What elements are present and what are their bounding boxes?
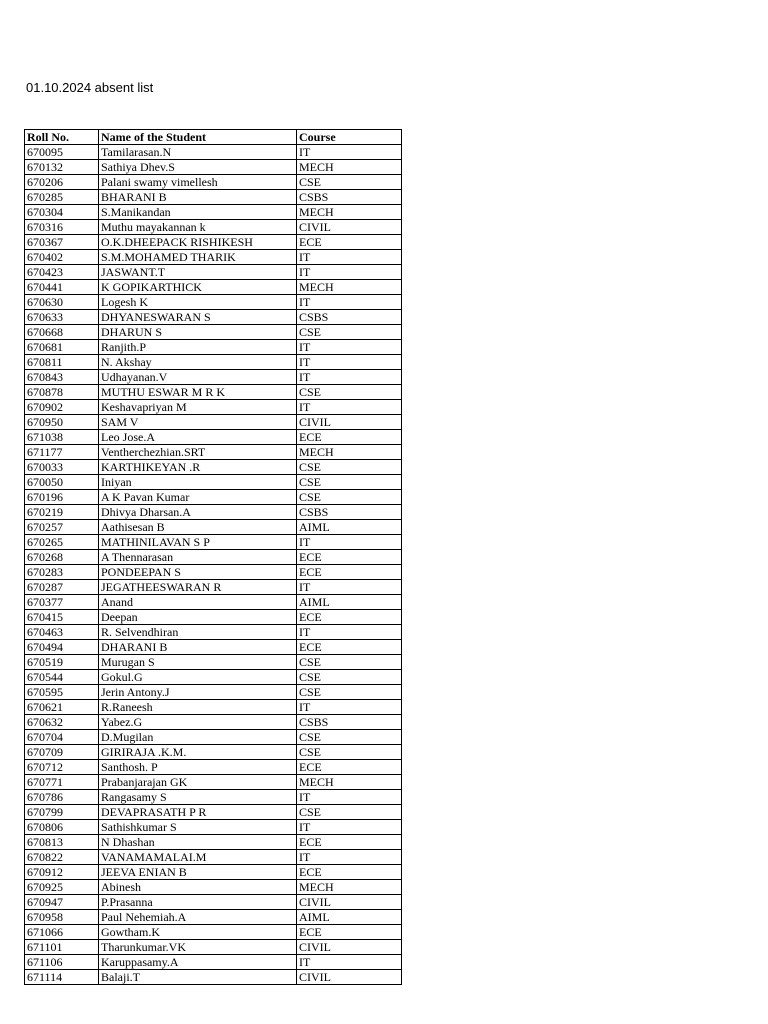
roll-no-cell: 670668 bbox=[25, 325, 99, 340]
course-cell: ECE bbox=[297, 835, 402, 850]
student-name-cell: DHARUN S bbox=[99, 325, 297, 340]
student-name-cell: S.Manikandan bbox=[99, 205, 297, 220]
table-row bbox=[25, 430, 402, 445]
roll-no-cell: 670377 bbox=[25, 595, 99, 610]
student-name-cell: S.M.MOHAMED THARIK bbox=[99, 250, 297, 265]
course-cell: IT bbox=[297, 580, 402, 595]
course-cell: ECE bbox=[297, 430, 402, 445]
student-name-cell: K GOPIKARTHICK bbox=[99, 280, 297, 295]
roll-no-cell: 670950 bbox=[25, 415, 99, 430]
course-cell: IT bbox=[297, 355, 402, 370]
student-name-cell: Ventherchezhian.SRT bbox=[99, 445, 297, 460]
student-name-cell: Rangasamy S bbox=[99, 790, 297, 805]
table-row bbox=[25, 400, 402, 415]
student-name-cell: GIRIRAJA .K.M. bbox=[99, 745, 297, 760]
student-name-cell: Yabez.G bbox=[99, 715, 297, 730]
roll-no-cell: 670771 bbox=[25, 775, 99, 790]
course-cell: AIML bbox=[297, 910, 402, 925]
table-row bbox=[25, 970, 402, 985]
course-cell: ECE bbox=[297, 925, 402, 940]
course-cell: CIVIL bbox=[297, 970, 402, 985]
student-name-cell: Tamilarasan.N bbox=[99, 145, 297, 160]
roll-no-cell: 670681 bbox=[25, 340, 99, 355]
course-cell: CSE bbox=[297, 460, 402, 475]
course-cell: CIVIL bbox=[297, 220, 402, 235]
student-name-cell: Logesh K bbox=[99, 295, 297, 310]
roll-no-cell: 670822 bbox=[25, 850, 99, 865]
student-name-cell: Iniyan bbox=[99, 475, 297, 490]
student-name-cell: JEGATHEESWARAN R bbox=[99, 580, 297, 595]
student-name-cell: MUTHU ESWAR M R K bbox=[99, 385, 297, 400]
roll-no-cell: 670304 bbox=[25, 205, 99, 220]
student-name-cell: MATHINILAVAN S P bbox=[99, 535, 297, 550]
student-name-cell: Tharunkumar.VK bbox=[99, 940, 297, 955]
course-cell: CSBS bbox=[297, 505, 402, 520]
table-row bbox=[25, 235, 402, 250]
header-roll-no: Roll No. bbox=[25, 130, 99, 145]
roll-no-cell: 670283 bbox=[25, 565, 99, 580]
roll-no-cell: 670206 bbox=[25, 175, 99, 190]
roll-no-cell: 670843 bbox=[25, 370, 99, 385]
roll-no-cell: 670595 bbox=[25, 685, 99, 700]
student-name-cell: DHARANI B bbox=[99, 640, 297, 655]
course-cell: CSBS bbox=[297, 715, 402, 730]
roll-no-cell: 670268 bbox=[25, 550, 99, 565]
student-name-cell: Abinesh bbox=[99, 880, 297, 895]
roll-no-cell: 670786 bbox=[25, 790, 99, 805]
absent-list-table bbox=[24, 129, 402, 985]
student-name-cell: KARTHIKEYAN .R bbox=[99, 460, 297, 475]
course-cell: CSE bbox=[297, 490, 402, 505]
table-row bbox=[25, 640, 402, 655]
roll-no-cell: 671106 bbox=[25, 955, 99, 970]
roll-no-cell: 670912 bbox=[25, 865, 99, 880]
roll-no-cell: 670712 bbox=[25, 760, 99, 775]
table-row bbox=[25, 610, 402, 625]
table-row bbox=[25, 445, 402, 460]
table-row bbox=[25, 520, 402, 535]
table-row bbox=[25, 265, 402, 280]
roll-no-cell: 670265 bbox=[25, 535, 99, 550]
course-cell: CSBS bbox=[297, 310, 402, 325]
student-name-cell: A K Pavan Kumar bbox=[99, 490, 297, 505]
table-row bbox=[25, 820, 402, 835]
table-row bbox=[25, 805, 402, 820]
course-cell: IT bbox=[297, 250, 402, 265]
table-row bbox=[25, 850, 402, 865]
roll-no-cell: 670878 bbox=[25, 385, 99, 400]
roll-no-cell: 671177 bbox=[25, 445, 99, 460]
course-cell: IT bbox=[297, 145, 402, 160]
course-cell: CSE bbox=[297, 685, 402, 700]
student-name-cell: N Dhashan bbox=[99, 835, 297, 850]
roll-no-cell: 670494 bbox=[25, 640, 99, 655]
course-cell: IT bbox=[297, 790, 402, 805]
table-row bbox=[25, 475, 402, 490]
roll-no-cell: 670632 bbox=[25, 715, 99, 730]
table-row bbox=[25, 925, 402, 940]
roll-no-cell: 671101 bbox=[25, 940, 99, 955]
student-name-cell: Sathishkumar S bbox=[99, 820, 297, 835]
roll-no-cell: 670402 bbox=[25, 250, 99, 265]
table-row bbox=[25, 550, 402, 565]
roll-no-cell: 670544 bbox=[25, 670, 99, 685]
student-name-cell: Murugan S bbox=[99, 655, 297, 670]
table-row bbox=[25, 160, 402, 175]
student-name-cell: Palani swamy vimellesh bbox=[99, 175, 297, 190]
roll-no-cell: 670285 bbox=[25, 190, 99, 205]
course-cell: CSE bbox=[297, 805, 402, 820]
table-row bbox=[25, 340, 402, 355]
student-name-cell: D.Mugilan bbox=[99, 730, 297, 745]
student-name-cell: R. Selvendhiran bbox=[99, 625, 297, 640]
student-name-cell: Gowtham.K bbox=[99, 925, 297, 940]
student-name-cell: Muthu mayakannan k bbox=[99, 220, 297, 235]
table-row bbox=[25, 670, 402, 685]
student-name-cell: PONDEEPAN S bbox=[99, 565, 297, 580]
table-row bbox=[25, 580, 402, 595]
course-cell: CSE bbox=[297, 475, 402, 490]
roll-no-cell: 671038 bbox=[25, 430, 99, 445]
course-cell: ECE bbox=[297, 865, 402, 880]
table-row bbox=[25, 865, 402, 880]
student-name-cell: Keshavapriyan M bbox=[99, 400, 297, 415]
student-name-cell: P.Prasanna bbox=[99, 895, 297, 910]
table-row bbox=[25, 355, 402, 370]
table-row bbox=[25, 490, 402, 505]
student-name-cell: BHARANI B bbox=[99, 190, 297, 205]
student-name-cell: Anand bbox=[99, 595, 297, 610]
roll-no-cell: 670925 bbox=[25, 880, 99, 895]
table-row bbox=[25, 625, 402, 640]
course-cell: CIVIL bbox=[297, 895, 402, 910]
table-row bbox=[25, 955, 402, 970]
student-name-cell: Santhosh. P bbox=[99, 760, 297, 775]
course-cell: MECH bbox=[297, 205, 402, 220]
course-cell: IT bbox=[297, 535, 402, 550]
course-cell: CSBS bbox=[297, 190, 402, 205]
table-row bbox=[25, 700, 402, 715]
table-header-row bbox=[25, 130, 402, 145]
roll-no-cell: 670095 bbox=[25, 145, 99, 160]
table-row bbox=[25, 205, 402, 220]
student-name-cell: Jerin Antony.J bbox=[99, 685, 297, 700]
roll-no-cell: 670287 bbox=[25, 580, 99, 595]
roll-no-cell: 670132 bbox=[25, 160, 99, 175]
table-row bbox=[25, 415, 402, 430]
roll-no-cell: 670630 bbox=[25, 295, 99, 310]
student-name-cell: VANAMAMALAI.M bbox=[99, 850, 297, 865]
table-row bbox=[25, 310, 402, 325]
table-row bbox=[25, 175, 402, 190]
roll-no-cell: 670423 bbox=[25, 265, 99, 280]
table-row bbox=[25, 880, 402, 895]
roll-no-cell: 670033 bbox=[25, 460, 99, 475]
roll-no-cell: 670050 bbox=[25, 475, 99, 490]
student-name-cell: JEEVA ENIAN B bbox=[99, 865, 297, 880]
table-row bbox=[25, 760, 402, 775]
table-row bbox=[25, 685, 402, 700]
table-body bbox=[25, 145, 402, 985]
roll-no-cell: 670811 bbox=[25, 355, 99, 370]
student-name-cell: Udhayanan.V bbox=[99, 370, 297, 385]
table-row bbox=[25, 220, 402, 235]
header-student-name: Name of the Student bbox=[99, 130, 297, 145]
student-name-cell: A Thennarasan bbox=[99, 550, 297, 565]
table-row bbox=[25, 565, 402, 580]
student-name-cell: SAM V bbox=[99, 415, 297, 430]
table-row bbox=[25, 595, 402, 610]
table-row bbox=[25, 715, 402, 730]
course-cell: MECH bbox=[297, 280, 402, 295]
roll-no-cell: 670947 bbox=[25, 895, 99, 910]
table-row bbox=[25, 910, 402, 925]
table-row bbox=[25, 775, 402, 790]
table-row bbox=[25, 385, 402, 400]
roll-no-cell: 670463 bbox=[25, 625, 99, 640]
course-cell: ECE bbox=[297, 565, 402, 580]
course-cell: CIVIL bbox=[297, 415, 402, 430]
roll-no-cell: 670219 bbox=[25, 505, 99, 520]
course-cell: IT bbox=[297, 265, 402, 280]
student-name-cell: DEVAPRASATH P R bbox=[99, 805, 297, 820]
table-row bbox=[25, 790, 402, 805]
course-cell: AIML bbox=[297, 595, 402, 610]
course-cell: IT bbox=[297, 955, 402, 970]
header-course: Course bbox=[297, 130, 402, 145]
course-cell: ECE bbox=[297, 610, 402, 625]
roll-no-cell: 670709 bbox=[25, 745, 99, 760]
roll-no-cell: 670441 bbox=[25, 280, 99, 295]
student-name-cell: Karuppasamy.A bbox=[99, 955, 297, 970]
table-row bbox=[25, 370, 402, 385]
course-cell: CSE bbox=[297, 655, 402, 670]
table-row bbox=[25, 325, 402, 340]
course-cell: CIVIL bbox=[297, 940, 402, 955]
student-name-cell: Paul Nehemiah.A bbox=[99, 910, 297, 925]
course-cell: IT bbox=[297, 400, 402, 415]
table-row bbox=[25, 835, 402, 850]
table-row bbox=[25, 535, 402, 550]
student-name-cell: Prabanjarajan GK bbox=[99, 775, 297, 790]
student-name-cell: Aathisesan B bbox=[99, 520, 297, 535]
roll-no-cell: 670196 bbox=[25, 490, 99, 505]
roll-no-cell: 671114 bbox=[25, 970, 99, 985]
table-row bbox=[25, 190, 402, 205]
roll-no-cell: 670367 bbox=[25, 235, 99, 250]
roll-no-cell: 671066 bbox=[25, 925, 99, 940]
course-cell: IT bbox=[297, 820, 402, 835]
course-cell: MECH bbox=[297, 160, 402, 175]
student-name-cell: R.Raneesh bbox=[99, 700, 297, 715]
student-name-cell: Sathiya Dhev.S bbox=[99, 160, 297, 175]
course-cell: ECE bbox=[297, 760, 402, 775]
table-row bbox=[25, 730, 402, 745]
course-cell: IT bbox=[297, 340, 402, 355]
roll-no-cell: 670806 bbox=[25, 820, 99, 835]
course-cell: CSE bbox=[297, 670, 402, 685]
course-cell: MECH bbox=[297, 445, 402, 460]
course-cell: IT bbox=[297, 700, 402, 715]
course-cell: AIML bbox=[297, 520, 402, 535]
table-row bbox=[25, 940, 402, 955]
student-name-cell: Dhivya Dharsan.A bbox=[99, 505, 297, 520]
course-cell: CSE bbox=[297, 385, 402, 400]
table-row bbox=[25, 745, 402, 760]
roll-no-cell: 670813 bbox=[25, 835, 99, 850]
student-name-cell: DHYANESWARAN S bbox=[99, 310, 297, 325]
student-name-cell: Gokul.G bbox=[99, 670, 297, 685]
student-name-cell: Balaji.T bbox=[99, 970, 297, 985]
course-cell: MECH bbox=[297, 775, 402, 790]
table-row bbox=[25, 460, 402, 475]
course-cell: CSE bbox=[297, 730, 402, 745]
table-row bbox=[25, 280, 402, 295]
course-cell: IT bbox=[297, 850, 402, 865]
roll-no-cell: 670799 bbox=[25, 805, 99, 820]
table-row bbox=[25, 250, 402, 265]
course-cell: ECE bbox=[297, 550, 402, 565]
course-cell: IT bbox=[297, 370, 402, 385]
roll-no-cell: 670621 bbox=[25, 700, 99, 715]
course-cell: ECE bbox=[297, 235, 402, 250]
course-cell: IT bbox=[297, 625, 402, 640]
table-row bbox=[25, 295, 402, 310]
student-name-cell: Ranjith.P bbox=[99, 340, 297, 355]
course-cell: MECH bbox=[297, 880, 402, 895]
course-cell: CSE bbox=[297, 745, 402, 760]
student-name-cell: Leo Jose.A bbox=[99, 430, 297, 445]
roll-no-cell: 670316 bbox=[25, 220, 99, 235]
roll-no-cell: 670415 bbox=[25, 610, 99, 625]
student-name-cell: O.K.DHEEPACK RISHIKESH bbox=[99, 235, 297, 250]
table-row bbox=[25, 505, 402, 520]
roll-no-cell: 670633 bbox=[25, 310, 99, 325]
course-cell: IT bbox=[297, 295, 402, 310]
table-row bbox=[25, 655, 402, 670]
student-name-cell: JASWANT.T bbox=[99, 265, 297, 280]
student-name-cell: Deepan bbox=[99, 610, 297, 625]
table-row bbox=[25, 145, 402, 160]
roll-no-cell: 670902 bbox=[25, 400, 99, 415]
roll-no-cell: 670958 bbox=[25, 910, 99, 925]
course-cell: CSE bbox=[297, 175, 402, 190]
course-cell: ECE bbox=[297, 640, 402, 655]
page-title: 01.10.2024 absent list bbox=[26, 80, 154, 95]
course-cell: CSE bbox=[297, 325, 402, 340]
table-row bbox=[25, 895, 402, 910]
roll-no-cell: 670257 bbox=[25, 520, 99, 535]
roll-no-cell: 670704 bbox=[25, 730, 99, 745]
roll-no-cell: 670519 bbox=[25, 655, 99, 670]
student-name-cell: N. Akshay bbox=[99, 355, 297, 370]
